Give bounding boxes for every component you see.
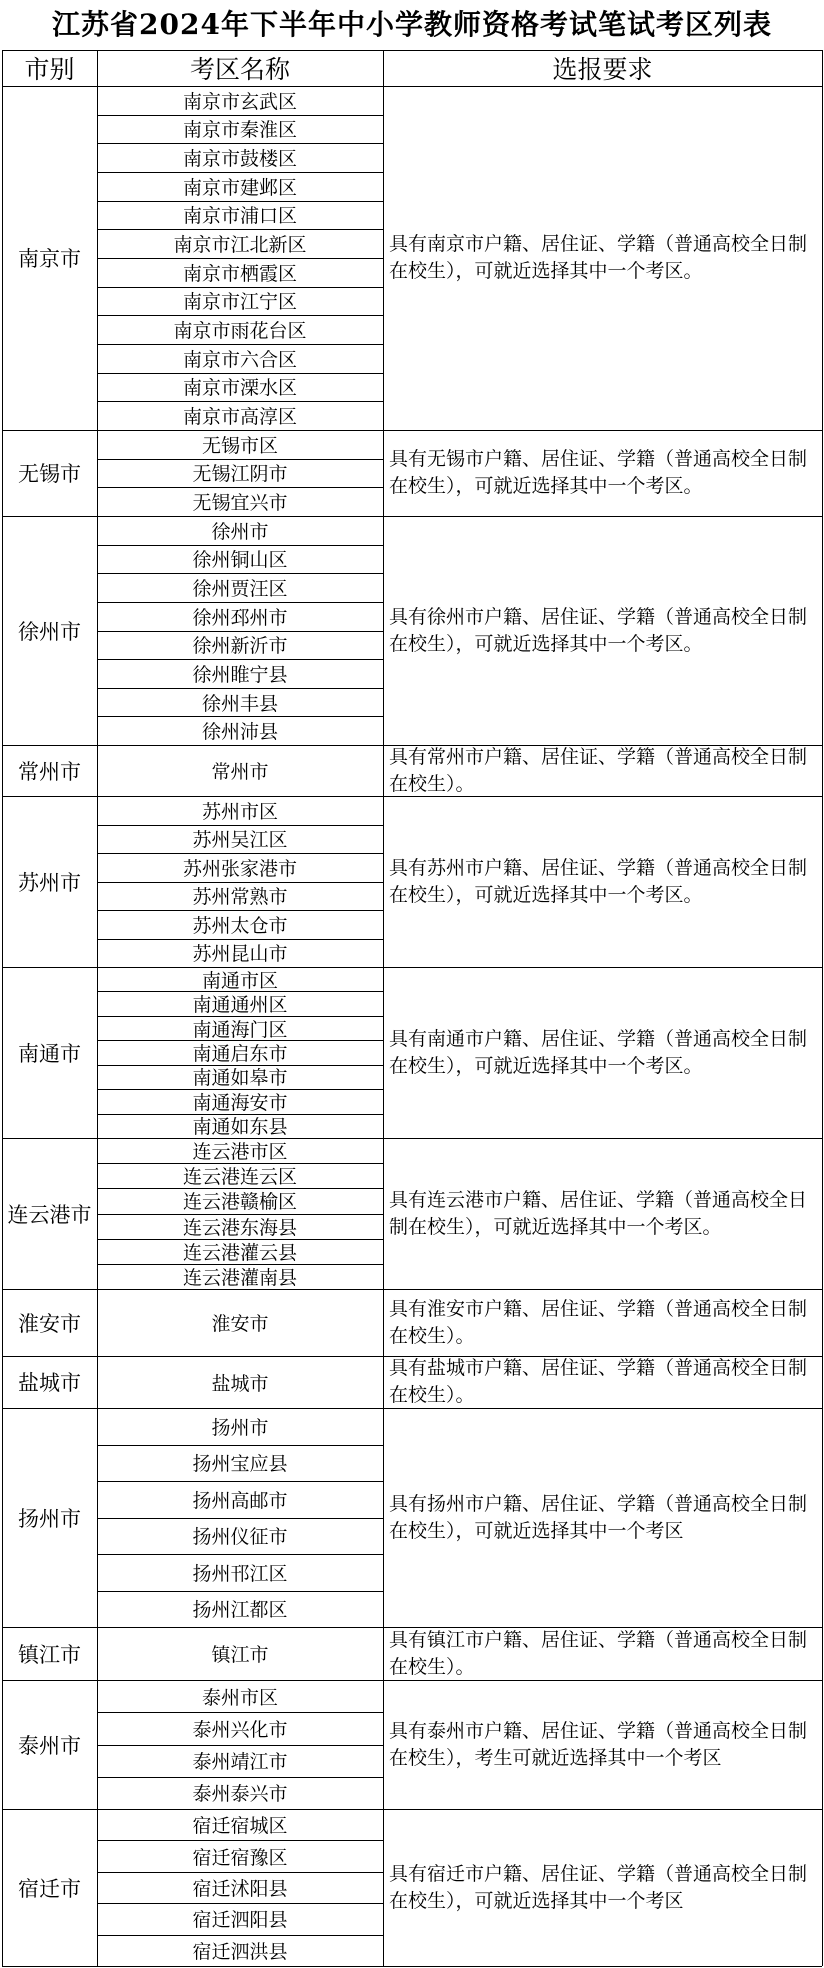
requirement-cell: 具有镇江市户籍、居住证、学籍（普通高校全日制在校生）。 <box>389 1628 808 1678</box>
table-hline <box>97 1872 383 1873</box>
table-hline <box>97 688 383 689</box>
district-cell: 南通如皋市 <box>192 1067 288 1090</box>
district-cell: 扬州仪征市 <box>192 1526 288 1549</box>
district-cell: 淮安市 <box>211 1313 269 1335</box>
district-cell: 镇江市 <box>211 1644 269 1666</box>
table-hline <box>97 1903 383 1904</box>
table-hline <box>97 991 383 992</box>
requirement-cell: 具有扬州市户籍、居住证、学籍（普通高校全日制在校生），可就近选择其中一个考区 <box>389 1492 808 1542</box>
district-cell: 泰州靖江市 <box>192 1751 288 1774</box>
requirement-cell: 具有南京市户籍、居住证、学籍（普通高校全日制在校生），可就近选择其中一个考区。 <box>389 233 808 282</box>
table-hline <box>97 659 383 660</box>
district-cell: 徐州沛县 <box>201 721 278 744</box>
district-cell: 南京市六合区 <box>182 348 297 371</box>
table-hline <box>97 373 383 374</box>
district-cell: 徐州市 <box>211 520 269 543</box>
requirement-cell: 具有盐城市户籍、居住证、学籍（普通高校全日制在校生）。 <box>389 1357 808 1406</box>
city-cell: 宿迁市 <box>18 1876 81 1901</box>
table-hline <box>97 573 383 574</box>
district-cell: 泰州兴化市 <box>192 1718 288 1741</box>
requirement-cell: 具有常州市户籍、居住证、学籍（普通高校全日制在校生）。 <box>389 745 808 795</box>
city-cell: 扬州市 <box>18 1506 81 1531</box>
district-cell: 南京市江宁区 <box>182 291 297 314</box>
district-cell: 南通市区 <box>201 969 278 992</box>
district-cell: 连云港连云区 <box>182 1166 297 1189</box>
table-hline <box>97 1518 383 1519</box>
table-hline <box>97 1712 383 1713</box>
requirement-cell: 具有宿迁市户籍、居住证、学籍（普通高校全日制在校生），可就近选择其中一个考区 <box>389 1862 808 1912</box>
district-cell: 扬州高邮市 <box>192 1489 288 1512</box>
district-cell: 扬州邗江区 <box>192 1562 288 1585</box>
header-district: 考区名称 <box>189 55 290 84</box>
requirement-cell: 具有南通市户籍、居住证、学籍（普通高校全日制在校生），可就近选择其中一个考区。 <box>389 1027 808 1077</box>
district-cell: 苏州昆山市 <box>192 943 288 966</box>
city-cell: 南京市 <box>18 247 81 271</box>
city-cell: 常州市 <box>18 759 81 784</box>
table-hline <box>97 1239 383 1240</box>
district-cell: 苏州太仓市 <box>192 914 288 937</box>
table-hline <box>97 344 383 345</box>
table-hline <box>97 602 383 603</box>
district-cell: 南京市玄武区 <box>182 90 297 113</box>
table-hline <box>97 1065 383 1066</box>
district-cell: 宿迁泗阳县 <box>192 1909 288 1932</box>
table-hline <box>97 487 383 488</box>
district-cell: 南京市浦口区 <box>182 205 297 228</box>
district-cell: 南京市高淳区 <box>182 406 297 429</box>
table-hline <box>97 1016 383 1017</box>
city-cell: 泰州市 <box>18 1733 81 1758</box>
table-hline <box>97 1777 383 1778</box>
table-hline <box>97 939 383 940</box>
table-hline <box>97 1214 383 1215</box>
district-cell: 徐州邳州市 <box>192 606 288 629</box>
district-cell: 扬州江都区 <box>192 1599 288 1622</box>
district-cell: 宿迁沭阳县 <box>192 1877 288 1900</box>
table-hline <box>97 1935 383 1936</box>
district-cell: 南京市溧水区 <box>182 377 297 400</box>
table-hline <box>97 716 383 717</box>
district-cell: 无锡江阴市 <box>192 463 288 486</box>
district-cell: 苏州张家港市 <box>182 857 297 880</box>
district-cell: 无锡宜兴市 <box>192 492 288 515</box>
district-cell: 南京市建邺区 <box>182 176 297 199</box>
city-cell: 南通市 <box>18 1041 81 1066</box>
table-hline <box>2 1966 822 1967</box>
district-cell: 徐州丰县 <box>201 692 278 715</box>
city-cell: 连云港市 <box>7 1202 92 1227</box>
district-cell: 宿迁泗洪县 <box>192 1940 288 1963</box>
table-hline <box>97 853 383 854</box>
district-cell: 南京市秦淮区 <box>182 119 297 142</box>
district-cell: 南通海安市 <box>192 1091 288 1114</box>
requirement-cell: 具有淮安市户籍、居住证、学籍（普通高校全日制在校生）。 <box>389 1297 808 1347</box>
table-hline <box>97 1089 383 1090</box>
district-cell: 苏州市区 <box>201 800 278 823</box>
requirement-cell: 具有无锡市户籍、居住证、学籍（普通高校全日制在校生），可就近选择其中一个考区。 <box>389 448 808 497</box>
district-cell: 常州市 <box>211 761 269 783</box>
district-cell: 南京市鼓楼区 <box>182 148 297 171</box>
table-hline <box>97 143 383 144</box>
district-cell: 扬州市 <box>211 1416 269 1439</box>
district-cell: 徐州新沂市 <box>192 635 288 658</box>
district-cell: 徐州铜山区 <box>192 549 288 572</box>
table-hline <box>97 287 383 288</box>
requirement-cell: 具有连云港市户籍、居住证、学籍（普通高校全日制在校生），可就近选择其中一个考区。 <box>389 1188 808 1238</box>
table-hline <box>97 1114 383 1115</box>
table-hline <box>97 545 383 546</box>
district-cell: 连云港灌南县 <box>182 1266 297 1289</box>
table-hline <box>2 50 822 51</box>
table-hline <box>97 115 383 116</box>
table-hline <box>97 1163 383 1164</box>
city-cell: 无锡市 <box>18 462 81 486</box>
district-cell: 南京市江北新区 <box>173 234 307 257</box>
district-cell: 苏州吴江区 <box>192 829 288 852</box>
table-hline <box>97 1481 383 1482</box>
table-hline <box>97 825 383 826</box>
table-hline <box>97 172 383 173</box>
page-title: 江苏省2024年下半年中小学教师资格考试笔试考区列表 <box>52 8 772 41</box>
table-hline <box>97 401 383 402</box>
requirement-cell: 具有苏州市户籍、居住证、学籍（普通高校全日制在校生），可就近选择其中一个考区。 <box>389 856 808 906</box>
district-cell: 宿迁宿城区 <box>192 1815 288 1838</box>
table-hline <box>97 1745 383 1746</box>
district-cell: 南通海门区 <box>192 1018 288 1041</box>
requirement-cell: 具有徐州市户籍、居住证、学籍（普通高校全日制在校生），可就近选择其中一个考区。 <box>389 605 808 655</box>
city-cell: 苏州市 <box>18 870 81 895</box>
district-cell: 泰州市区 <box>201 1686 278 1709</box>
header-city: 市别 <box>24 55 75 84</box>
city-cell: 盐城市 <box>18 1371 81 1395</box>
district-cell: 徐州睢宁县 <box>192 663 288 686</box>
district-cell: 南京市栖霞区 <box>182 262 297 285</box>
table-hline <box>97 1840 383 1841</box>
table-hline <box>97 1554 383 1555</box>
table-hline <box>97 1264 383 1265</box>
requirement-cell: 具有泰州市户籍、居住证、学籍（普通高校全日制在校生），考生可就近选择其中一个考区 <box>389 1719 808 1769</box>
district-cell: 扬州宝应县 <box>192 1453 288 1476</box>
district-cell: 宿迁宿豫区 <box>192 1846 288 1869</box>
district-cell: 苏州常熟市 <box>192 886 288 909</box>
district-cell: 南通通州区 <box>192 994 288 1016</box>
table-hline <box>97 1445 383 1446</box>
table-hline <box>97 882 383 883</box>
table-hline <box>97 1591 383 1592</box>
district-cell: 连云港市区 <box>192 1141 288 1164</box>
district-cell: 徐州贾汪区 <box>192 578 288 601</box>
district-cell: 盐城市 <box>211 1372 269 1395</box>
table-hline <box>97 229 383 230</box>
district-cell: 连云港东海县 <box>182 1216 297 1239</box>
table-hline <box>97 459 383 460</box>
table-vline <box>2 50 3 1966</box>
table-hline <box>97 258 383 259</box>
table-vline <box>822 50 823 1966</box>
table-vline <box>383 50 384 1966</box>
table-hline <box>97 631 383 632</box>
district-cell: 南通启东市 <box>192 1043 288 1065</box>
city-cell: 镇江市 <box>18 1642 81 1667</box>
table-hline <box>97 201 383 202</box>
table-hline <box>97 1040 383 1041</box>
district-cell: 连云港赣榆区 <box>182 1191 297 1214</box>
district-cell: 连云港灌云县 <box>182 1241 297 1264</box>
city-cell: 淮安市 <box>18 1311 81 1336</box>
header-requirement: 选报要求 <box>552 55 653 84</box>
district-cell: 南京市雨花台区 <box>173 320 307 343</box>
table-vline <box>97 50 98 1966</box>
city-cell: 徐州市 <box>18 619 81 644</box>
district-cell: 无锡市区 <box>201 434 278 457</box>
district-cell: 南通如东县 <box>192 1116 288 1138</box>
table-hline <box>97 910 383 911</box>
district-cell: 泰州泰兴市 <box>192 1783 288 1806</box>
table-hline <box>97 1188 383 1189</box>
table-hline <box>97 315 383 316</box>
